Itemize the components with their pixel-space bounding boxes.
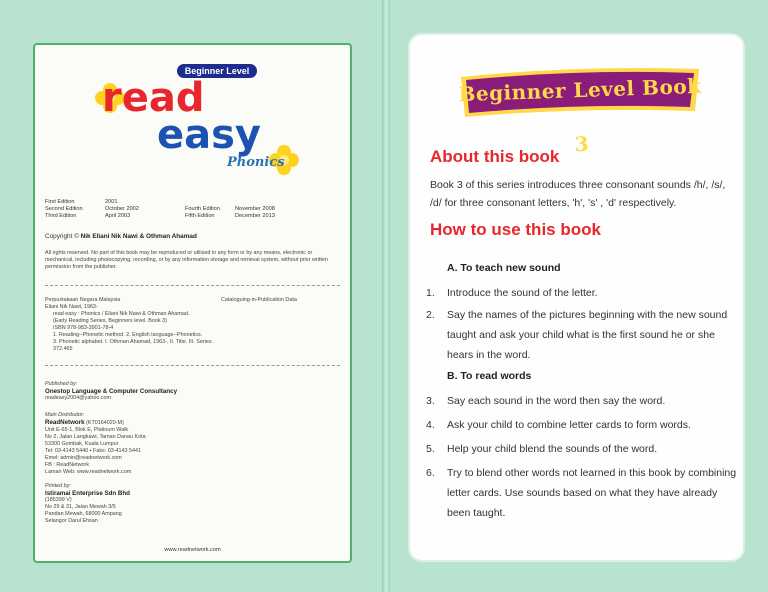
logo-word-phonics: Phonics — [227, 155, 285, 170]
printer-line: No 29 & 31, Jalan Mewah 3/5 — [45, 504, 116, 510]
publisher-name: Onestop Language & Computer Consultancy — [45, 388, 178, 395]
printer-line: Pandan Mewah, 68000 Ampang — [45, 511, 122, 517]
edition-date: October 2002 — [105, 206, 139, 212]
logo-word-easy: easy — [157, 112, 262, 158]
edition-label: First Edition — [45, 199, 75, 205]
copyright-line — [45, 233, 197, 240]
edition-date: April 2003 — [105, 213, 131, 219]
read-easy-logo — [97, 59, 297, 179]
step-text: Say each sound in the word then say the word. — [447, 395, 666, 407]
step-number: 4. — [426, 419, 435, 431]
publisher-block — [45, 381, 335, 402]
edition-label: Second Edition — [45, 206, 83, 212]
divider — [45, 365, 340, 366]
step-text: Ask your child to combine letter cards to form words. — [447, 419, 691, 431]
section-b-heading: B. To read words — [447, 370, 532, 382]
printer-block — [45, 483, 335, 525]
publisher-label: Published by: — [45, 381, 78, 387]
distributor-line: Unit E-65-1, Blok E, Platinum Walk — [45, 427, 129, 433]
step-number: 6. — [426, 467, 435, 479]
edition-label: Fifth Edition — [185, 213, 215, 219]
edition-date: 2001 — [105, 199, 118, 205]
step-text: Say the names of the pictures beginning with the new sound taught and ask your child what is the first sound he or she hears in the word. — [447, 309, 728, 361]
printer-name: Istiramai Enterprise Sdn Bhd — [45, 490, 130, 497]
instructions-page — [408, 33, 745, 562]
distributor-line: Tel: 03-4143 5440 • Faks: 03-4143 5441 — [45, 448, 141, 454]
banner-title: Beginner Level Book 3 — [458, 73, 702, 157]
distributor-label: Main Distributor: — [45, 412, 85, 418]
step-text: Introduce the sound of the letter. — [447, 287, 598, 299]
cip-line: ISBN 978-983-3901-78-4 — [53, 325, 114, 331]
distributor-line: 53300 Gombak, Kuala Lumpur — [45, 441, 119, 447]
about-heading: About this book — [430, 147, 560, 166]
cip-title: Cataloguing-in-Publication Data — [221, 297, 297, 303]
level-badge: Beginner Level — [177, 64, 257, 78]
cip-line: 1. Reading--Phonetic method. 2. English language--Phonetics. — [53, 332, 203, 338]
cip-data — [45, 297, 340, 353]
step-number: 2. — [426, 309, 435, 321]
edition-date: November 2008 — [235, 206, 275, 212]
printer-line: (185399 V) — [45, 497, 72, 503]
distributor-name: ReadNetwork — [45, 419, 85, 426]
cip-line: 3. Phonetic alphabet. I. Othman Ahamad, 1963-. II. Title. III. Series. — [53, 339, 214, 345]
printer-label: Printed by: — [45, 483, 71, 489]
distributor-line: FB : ReadNetwork — [45, 462, 90, 468]
step-item — [426, 283, 738, 303]
book-banner — [455, 63, 705, 157]
copyright-holders: Nik Eliani Nik Nawi & Othman Ahamad — [80, 233, 197, 240]
cip-line: 372.465 — [53, 346, 73, 352]
edition-date: December 2013 — [235, 213, 275, 219]
copyright-page — [33, 43, 352, 563]
website-footer: www.readnetwork.com — [164, 547, 221, 553]
copyright-prefix: Copyright © — [45, 233, 79, 240]
edition-label: Fourth Edition — [185, 206, 220, 212]
printer-line: Selangor Darul Ehsan — [45, 518, 98, 524]
divider — [45, 285, 340, 286]
step-number: 1. — [426, 287, 435, 299]
distributor-reg: (KT0164020-M) — [86, 420, 124, 426]
how-to-heading: How to use this book — [430, 220, 601, 239]
distributor-line: Laman Web: www.readnetwork.com — [45, 469, 132, 475]
distributor-block — [45, 412, 335, 476]
rights-statement: All rights reserved. No part of this book may be reproduced or utilized in any form or by any means, electronic or mechanical, including photocopying, recording, or by any information storage and retrieval system, without prior written permission from the publisher. — [45, 250, 328, 270]
publisher-email: readeasy2004@yahoo.com — [45, 395, 112, 401]
step-text: Try to blend other words not learned in this book by combining letter cards. Use sounds based on what they have already been taught. — [447, 467, 737, 519]
about-text: Book 3 of this series introduces three consonant sounds /h/, /s/, /d/ for three consonant letters, 'h', 's' , 'd' respectively. — [430, 179, 726, 209]
logo-word-read: read — [102, 75, 205, 121]
cip-line: (Early Reading Series, Beginners level. Book 3) — [53, 318, 167, 324]
cip-line: read easy : Phonics / Eliani Nik Nawi & Othman Ahamad. — [53, 311, 190, 317]
cip-line: Eliani Nik Nawi, 1963- — [45, 304, 98, 310]
cip-line: Perpustakaan Negara Malaysia — [45, 297, 121, 303]
distributor-line: No 2, Jalan Langkawi, Taman Danau Kota — [45, 434, 146, 440]
edition-label: Third Edition — [45, 213, 77, 219]
section-a-heading: A. To teach new sound — [447, 262, 561, 274]
step-number: 3. — [426, 395, 435, 407]
step-text: Help your child blend the sounds of the word. — [447, 443, 658, 455]
step-item — [426, 305, 738, 367]
step-number: 5. — [426, 443, 435, 455]
distributor-line: Emel: admin@readnetwork.com — [45, 455, 122, 461]
book-gutter — [382, 0, 390, 592]
